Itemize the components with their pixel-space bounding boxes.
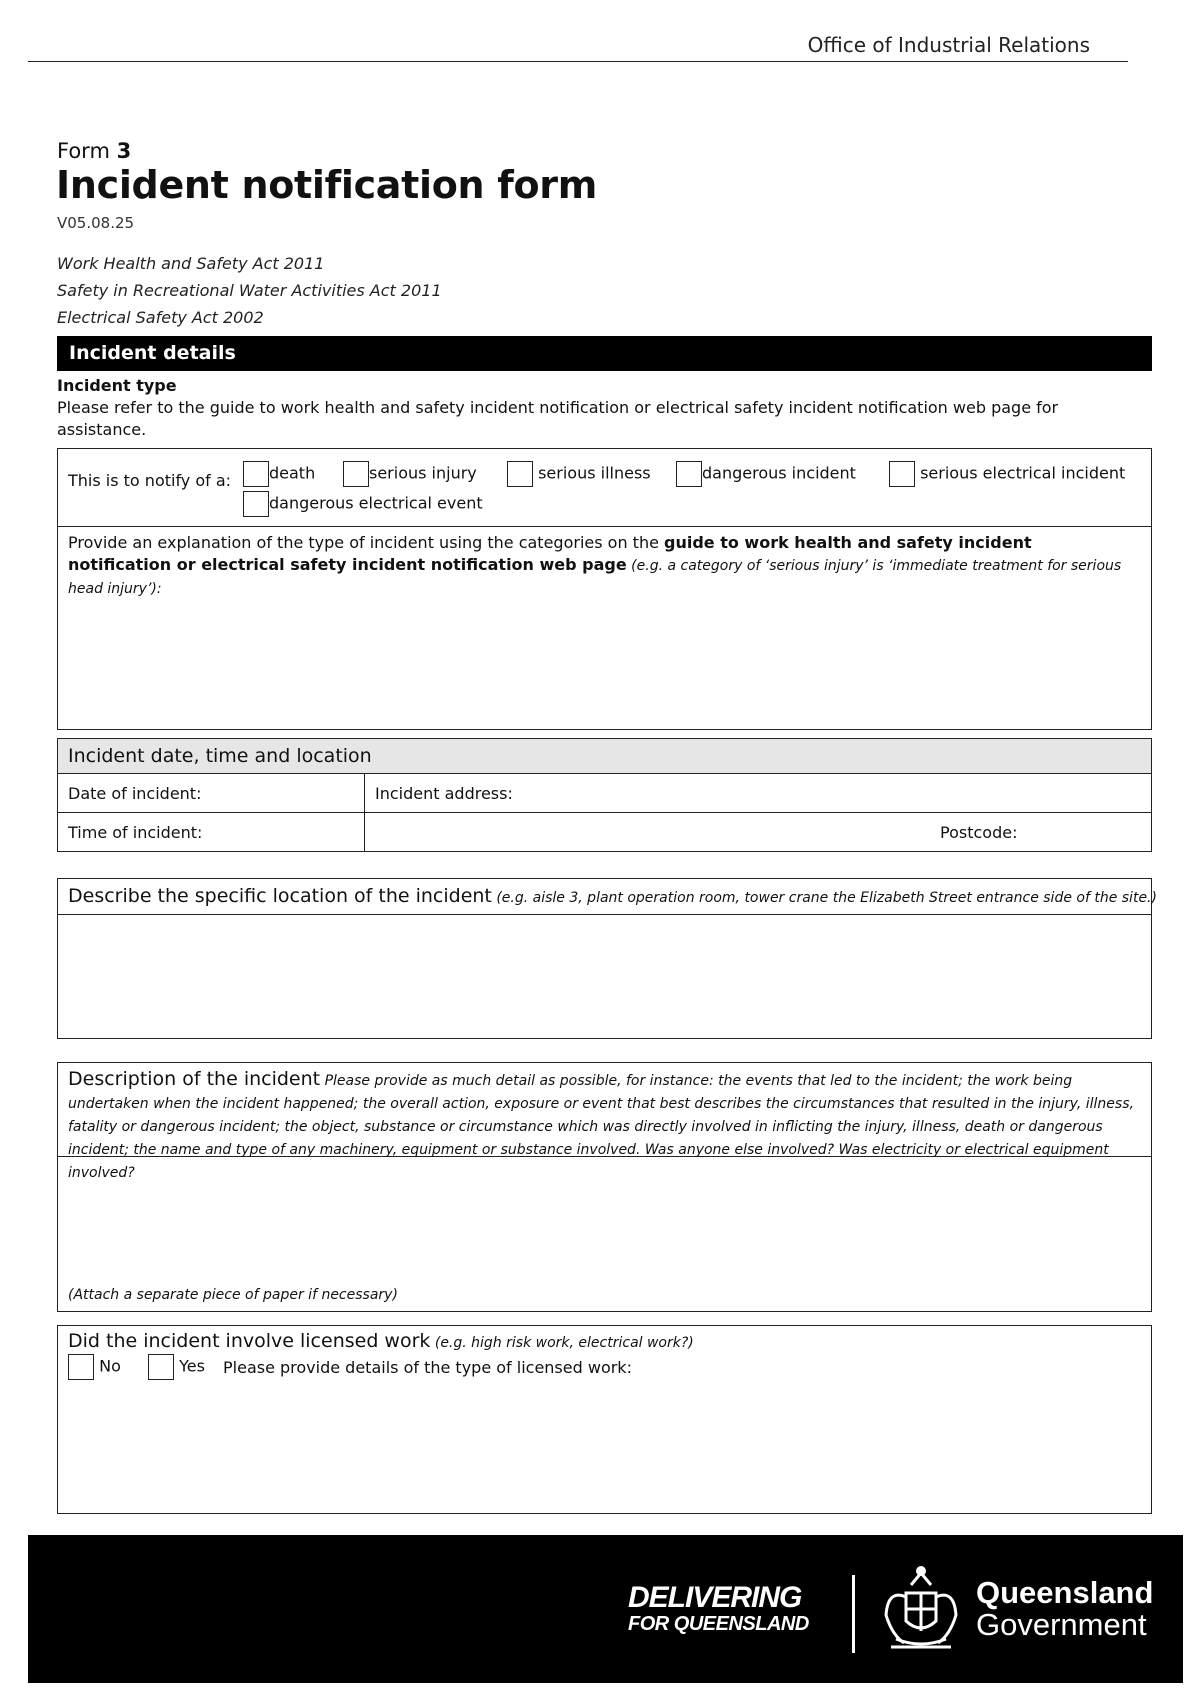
section-heading-date-time-location: Incident date, time and location xyxy=(68,745,372,767)
specific-location-example: (e.g. aisle 3, plant operation room, tower crane the Elizabeth Street entrance side of the site.) xyxy=(491,890,1157,906)
header-rule xyxy=(28,61,1128,62)
date-time-location-table xyxy=(57,738,1152,852)
option-label: serious electrical incident xyxy=(920,463,1126,483)
legislation-list xyxy=(57,250,442,331)
postcode-label: Postcode: xyxy=(940,823,1018,842)
time-label: Time of incident: xyxy=(68,823,203,842)
specific-location-header xyxy=(58,879,1157,915)
specific-location-heading xyxy=(68,885,1157,907)
incident-description-note: Please provide as much detail as possible, for instance: the events that led to the incident; the work being undertaken when the incident happened; the overall action, exposure or event that best describes the circumstances that resulted in the injury, illness, fatality or dangerous incident; the object, substance or circumstance which was directly involved in inflicting the injury, illness, death or dangerous incident; the name and type of any machinery, equipment or substance involved. Was anyone else involved? Was electricity or electrical equipment involved? xyxy=(68,1073,1134,1181)
logo-divider xyxy=(852,1575,855,1653)
option-dangerous-electrical-event[interactable] xyxy=(243,491,483,517)
licensed-work-question xyxy=(68,1330,694,1352)
organisation-name: Office of Industrial Relations xyxy=(807,33,1090,57)
licensed-work-no[interactable] xyxy=(68,1354,121,1380)
option-serious-injury[interactable] xyxy=(343,461,477,487)
section-heading-incident-details: Incident details xyxy=(57,336,1152,371)
date-row xyxy=(58,774,1151,813)
logo-text-line: Queensland xyxy=(976,1575,1154,1610)
option-serious-electrical-incident[interactable] xyxy=(889,461,1125,487)
option-dangerous-incident[interactable] xyxy=(676,461,856,487)
act-item: Safety in Recreational Water Activities Act 2011 xyxy=(57,281,442,300)
option-label: death xyxy=(269,463,316,483)
incident-type-box xyxy=(57,448,1152,730)
option-label: dangerous incident xyxy=(702,463,856,483)
option-death[interactable] xyxy=(243,461,315,487)
attach-note: (Attach a separate piece of paper if necessary) xyxy=(68,1287,398,1303)
explanation-example: (e.g. a category of ‘serious injury’ is ‘immediate treatment for serious head injury’): xyxy=(68,558,1122,597)
date-time-location-header xyxy=(58,739,1151,774)
explanation-guide-link: guide to work health and safety incident notification or electrical safety incident notification web page xyxy=(68,533,1032,574)
incident-description-header xyxy=(58,1063,1151,1181)
logo-text-line: DELIVERING xyxy=(628,1581,802,1614)
explanation-text: Provide an explanation of the type of incident using the categories on the xyxy=(68,533,665,552)
yes-checkbox[interactable] xyxy=(148,1354,174,1380)
licensed-work-yes[interactable] xyxy=(148,1354,205,1380)
incident-type-label: Incident type xyxy=(57,376,177,395)
address-label: Incident address: xyxy=(375,784,513,803)
incident-explanation-prompt xyxy=(68,532,1137,600)
incident-description-input[interactable] xyxy=(58,1157,1151,1311)
serious-illness-checkbox[interactable] xyxy=(507,461,533,487)
time-field[interactable] xyxy=(58,813,365,851)
date-field[interactable] xyxy=(58,774,365,812)
licensed-work-example: (e.g. high risk work, electrical work?) xyxy=(430,1335,694,1351)
form-number-value: 3 xyxy=(116,139,132,163)
serious-electrical-incident-checkbox[interactable] xyxy=(889,461,915,487)
death-checkbox[interactable] xyxy=(243,461,269,487)
act-item: Electrical Safety Act 2002 xyxy=(57,308,264,327)
incident-description-box xyxy=(57,1062,1152,1312)
form-version: V05.08.25 xyxy=(57,214,135,232)
licensed-work-title: Did the incident involve licensed work xyxy=(68,1330,431,1352)
specific-location-input[interactable] xyxy=(58,915,1151,1038)
queensland-government-logo xyxy=(976,1577,1153,1641)
act-item: Work Health and Safety Act 2011 xyxy=(57,254,325,273)
form-number-prefix: Form xyxy=(57,139,117,163)
no-label: No xyxy=(99,1356,121,1376)
licensed-work-details-label: Please provide details of the type of licensed work: xyxy=(223,1358,632,1377)
logo-text-line: Government xyxy=(976,1607,1147,1642)
option-serious-illness[interactable] xyxy=(507,461,651,487)
logo-text-line: FOR QUEENSLAND xyxy=(628,1613,809,1635)
licensed-work-box xyxy=(57,1325,1152,1514)
delivering-for-queensland-logo xyxy=(628,1581,809,1637)
notify-row xyxy=(58,449,1151,527)
option-label: serious injury xyxy=(369,463,477,483)
licensed-work-details-input[interactable] xyxy=(58,1386,1151,1513)
notify-label: This is to notify of a: xyxy=(68,471,232,490)
serious-injury-checkbox[interactable] xyxy=(343,461,369,487)
specific-location-title: Describe the specific location of the incident xyxy=(68,885,492,907)
incident-type-note: Please refer to the guide to work health and safety incident notification or electrical safety incident notification web page for assistance. xyxy=(57,398,1059,439)
dangerous-electrical-event-checkbox[interactable] xyxy=(243,491,269,517)
date-label: Date of incident: xyxy=(68,784,202,803)
option-label: serious illness xyxy=(538,463,651,483)
dangerous-incident-checkbox[interactable] xyxy=(676,461,702,487)
specific-location-box xyxy=(57,878,1157,1039)
footer-banner xyxy=(28,1535,1183,1683)
page-title: Incident notification form xyxy=(56,163,597,207)
option-label: dangerous electrical event xyxy=(269,493,483,513)
form-number xyxy=(57,139,131,163)
incident-description-title: Description of the incident xyxy=(68,1068,321,1090)
time-row xyxy=(58,813,1151,852)
queensland-coat-of-arms-icon xyxy=(876,1563,966,1659)
yes-label: Yes xyxy=(179,1356,205,1376)
no-checkbox[interactable] xyxy=(68,1354,94,1380)
